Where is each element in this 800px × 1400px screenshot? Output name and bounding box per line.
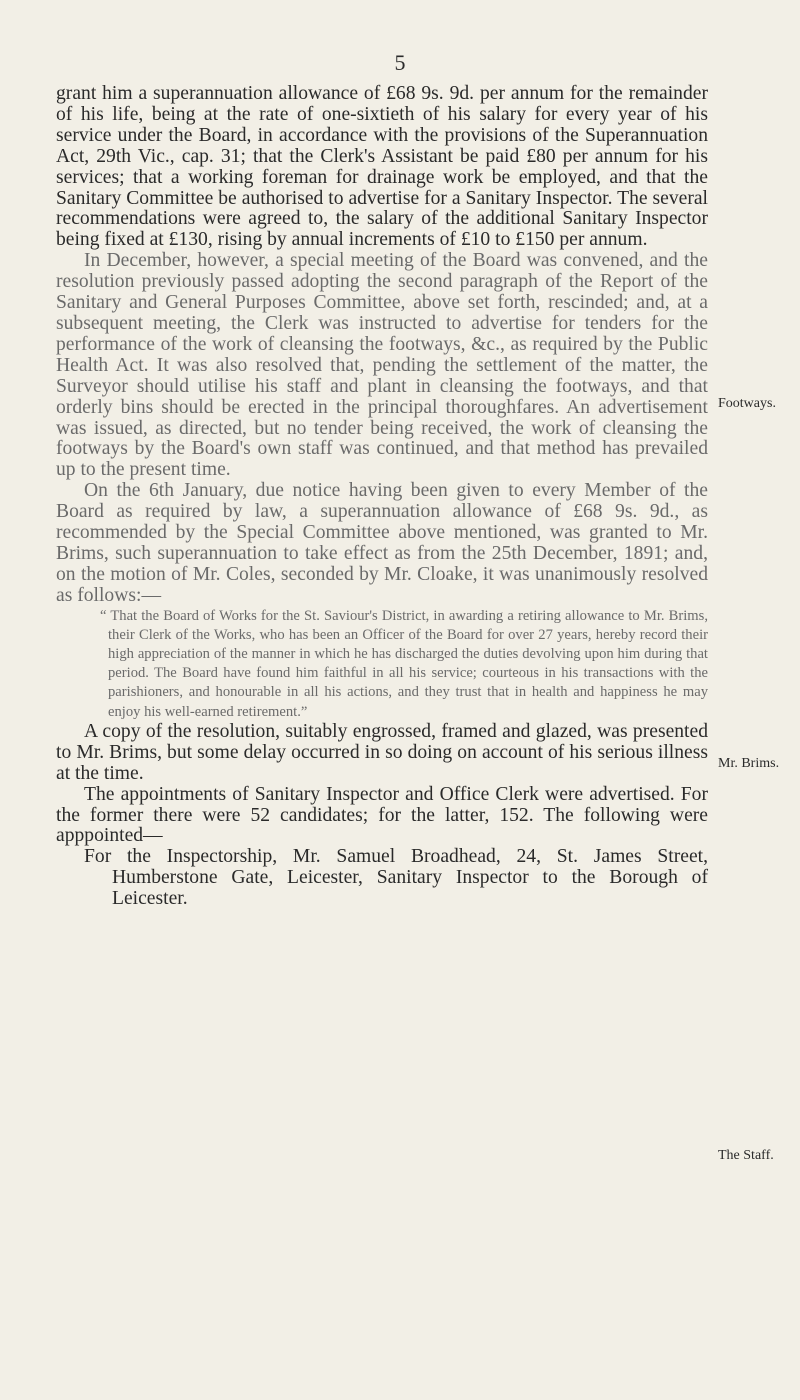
- paragraph-staff: The appointments of Sanitary Inspector and Office Clerk were advertised. For the former there were 52 candidates; for the latter, 152. The following were apppointed—: [56, 783, 708, 847]
- margin-note-staff: The Staff.: [718, 1148, 774, 1163]
- body-text: [56, 84, 708, 910]
- paragraph-resolution-copy: A copy of the resolution, suitably engrossed, framed and glazed, was presented to Mr. Brims, but some delay occurred in so doing on account of his serious illness at the time.: [56, 720, 708, 784]
- paragraph-mr-brims: On the 6th January, due notice having been given to every Member of the Board as required by law, a superannuation allowance of £68 9s. 9d., as recommended by the Special Committee above mentioned, was granted to Mr. Brims, such superannuation to take effect as from the 25th December, 1891; and, on the motion of Mr. Coles, seconded by Mr. Cloake, it was unanimously resolved as follows:—: [56, 480, 708, 606]
- margin-note-mr-brims: Mr. Brims.: [718, 756, 780, 771]
- paragraph-superannuation-grant: grant him a superannuation allowance of £68 9s. 9d. per annum for the remainder of his life, being at the rate of one-sixtieth of his salary for every year of his service under the Board, in accordance with the provisions of the Superannuation Act, 29th Vic., cap. 31; that the Clerk's Assistant be paid £80 per annum for his services; that a working foreman for drainage work be employed, and that the Sanitary Committee be authorised to advertise for a Sanitary Inspector. The several recommendations were agreed to, the salary of the additional Sanitary Inspector being fixed at £130, rising by annual increments of £10 to £150 per annum.: [56, 83, 708, 251]
- paragraph-footways: In December, however, a special meeting of the Board was convened, and the resolution previously passed adopting the second paragraph of the Report of the Sanitary and General Purposes Committee, above set forth, rescinded; and, at a subsequent meeting, the Clerk was instructed to advertise for tenders for the performance of the work of cleansing the footways, &c., as required by the Public Health Act. It was also resolved that, pending the settlement of the matter, the Surveyor should utilise his staff and plant in cleansing the footways, and that orderly bins should be erected in the principal thoroughfares. An advertisement was issued, as directed, but no tender being received, the work of cleansing the footways by the Board's own staff was continued, and that method has prevailed up to the present time.: [56, 250, 708, 481]
- page-number: 5: [394, 50, 406, 75]
- resolution-quote: “ That the Board of Works for the St. Saviour's District, in awarding a retiring allowance to Mr. Brims, their Clerk of the Works, who has been an Officer of the Board for over 27 years, hereby record their high appreciation of the manner in which he has discharged the duties devolving upon him during that period. The Board have found him faithful in all his service; courteous in his transactions with the parishioners, and honourable in all his actions, and they trust that in health and happiness he may enjoy his well-earned retirement.”: [100, 607, 708, 720]
- margin-note-footways: Footways.: [718, 396, 776, 411]
- paragraph-inspectorship: For the Inspectorship, Mr. Samuel Broadhead, 24, St. James Street, Humberstone Gate, Leicester, Sanitary Inspector to the Borough of Leicester.: [84, 846, 708, 910]
